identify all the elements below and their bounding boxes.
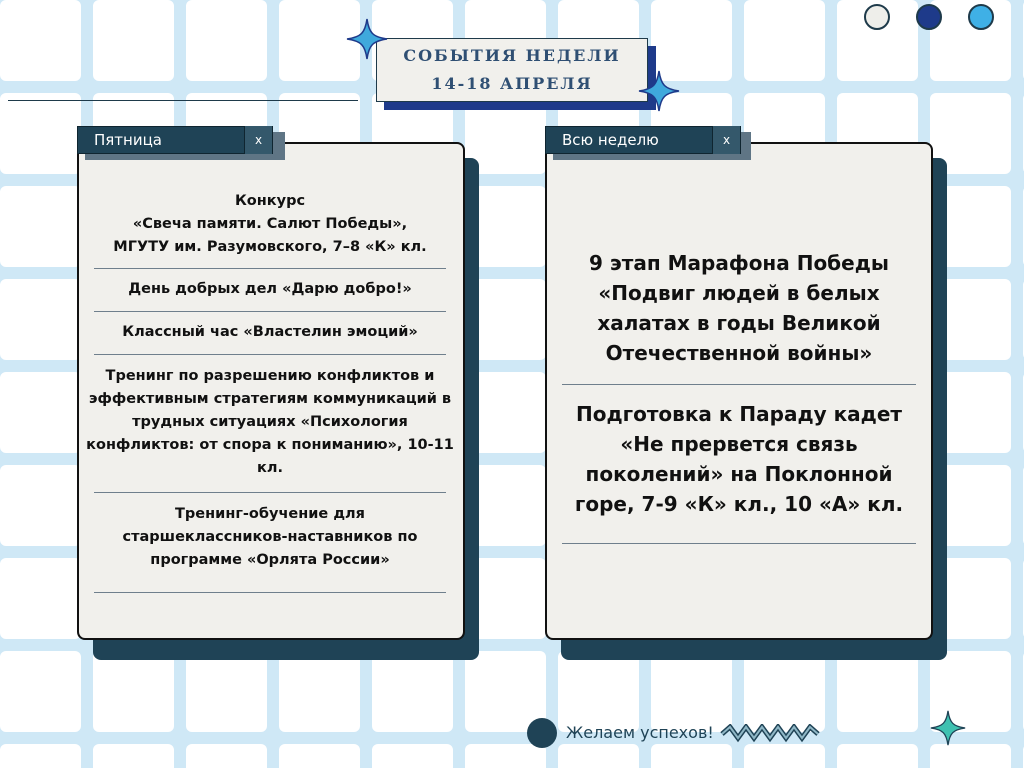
left-event-list [84, 190, 456, 593]
tab-friday-close-button[interactable]: x [244, 126, 272, 154]
four-point-star-icon [346, 18, 388, 60]
title-line-2: 14-18 АПРЕЛЯ [431, 74, 593, 93]
event-item: Тренинг-обучение для старшеклассников-наставников по программе «Орлята России» [122, 506, 418, 568]
dot-light [864, 4, 890, 30]
tab-all-week-label: Всю неделю [562, 131, 659, 149]
title-box [376, 38, 648, 102]
event-item: Подготовка к Параду кадет «Не прервется связь поколений» на Поклонной горе, 7-9 «К» кл., 10 «А» кл. [574, 402, 904, 516]
tab-friday-label: Пятница [94, 131, 162, 149]
event-divider [94, 592, 446, 593]
event-item: Классный час «Властелин эмоций» [122, 324, 418, 340]
event-item: День добрых дел «Дарю добро!» [128, 281, 412, 297]
four-point-star-icon [930, 710, 966, 746]
event-item: Тренинг по разрешению конфликтов и эффективным стратегиям коммуникаций в трудных ситуациях «Психология конфликтов: от спора к пониманию», 10-11 кл. [86, 368, 454, 476]
four-point-star-icon [638, 70, 680, 112]
decorative-dots [864, 4, 1000, 32]
tab-friday[interactable] [77, 126, 273, 154]
dot-navy [916, 4, 942, 30]
divider-line [8, 100, 358, 101]
footer-dot [527, 718, 557, 748]
tab-all-week-close-button[interactable]: x [712, 126, 740, 154]
event-divider [562, 543, 916, 544]
title-line-1: СОБЫТИЯ НЕДЕЛИ [403, 46, 621, 65]
event-item: 9 этап Марафона Победы «Подвиг людей в белых халатах в годы Великой Отечественной войны» [589, 251, 889, 365]
right-event-list [552, 246, 926, 544]
zigzag-icon [720, 724, 820, 744]
footer-text: Желаем успехов! [566, 723, 714, 742]
dot-blue [968, 4, 994, 30]
tab-all-week[interactable] [545, 126, 741, 154]
event-item: Конкурс «Свеча памяти. Салют Победы», МГУТУ им. Разумовского, 7–8 «К» кл. [113, 193, 427, 255]
